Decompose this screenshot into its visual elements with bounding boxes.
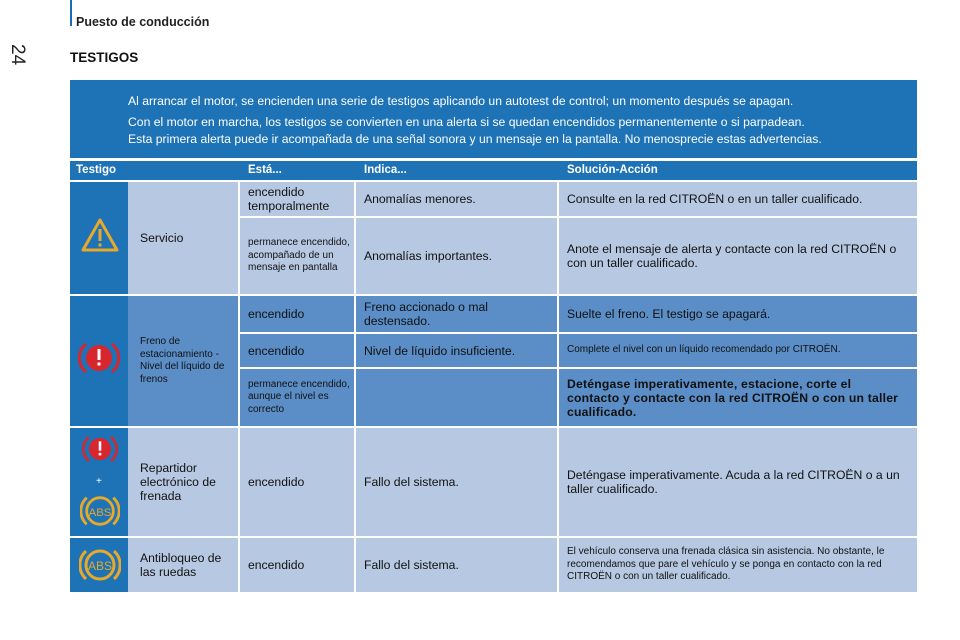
testigo-name: Servicio: [140, 231, 184, 245]
state-cell: encendido: [248, 343, 305, 358]
intro-paragraph-1: Al arrancar el motor, se encienden una serie de testigos aplicando un autotest de control; un momento después se apagan.: [128, 94, 794, 108]
group-freno-estacionamiento: [70, 296, 917, 426]
name-cell: [128, 538, 240, 592]
indicates-cell: Anomalías menores.: [364, 192, 476, 206]
abs-icon: [80, 492, 120, 530]
solution-cell: Suelte el freno. El testigo se apagará.: [567, 307, 771, 321]
testigo-name: Freno de estacionamiento - Nivel del líquido de frenos: [140, 336, 225, 385]
intro-box: [70, 80, 917, 158]
warning-triangle-icon: [80, 217, 120, 253]
table-header: [70, 161, 917, 180]
group-antibloqueo: [70, 538, 917, 592]
abs-label: ABS: [87, 559, 113, 573]
solution-cell: Deténgase imperativamente, estacione, corte el contacto y contacte con la red CITROËN o con un taller cualificado.: [567, 376, 899, 419]
icon-cell: [70, 538, 128, 592]
icon-cell: [70, 428, 128, 536]
indicates-cell: Fallo del sistema.: [364, 475, 459, 489]
group-servicio: [70, 182, 917, 294]
brake-warning-icon: [82, 432, 118, 466]
intro-paragraph-2: Con el motor en marcha, los testigos se convierten en una alerta si se quedan encendidos permanentemente o si parpadean.: [128, 115, 805, 129]
section-title: Puesto de conducción: [76, 15, 210, 29]
indicates-cell: Freno accionado o mal destensado.: [364, 300, 488, 328]
solution-cell: El vehículo conserva una frenada clásica sin asistencia. No obstante, le recomendamos que pare el vehículo y se ponga en contacto con la red CITROËN o con un taller cualificado.: [567, 546, 885, 583]
intro-paragraph-3: Esta primera alerta puede ir acompañada de una señal sonora y un mensaje en la pantalla. No menosprecie estas advertencias.: [128, 132, 822, 146]
state-cell: encendido: [248, 475, 305, 489]
testigo-name: Antibloqueo de las ruedas: [140, 551, 222, 579]
header-indica: Indica...: [364, 164, 407, 176]
header-esta: Está...: [248, 164, 282, 176]
section-marker-line: [70, 0, 72, 26]
group-repartidor-frenada: [70, 428, 917, 536]
abs-label: ABS: [88, 506, 112, 519]
state-cell: permanece encendido, aunque el nivel es correcto: [248, 378, 350, 415]
state-cell: encendido: [248, 307, 305, 321]
abs-icon: [79, 545, 121, 585]
testigo-name: Repartidor electrónico de frenada: [140, 461, 216, 503]
indicates-cell: [364, 369, 554, 426]
name-cell: [128, 296, 240, 426]
name-cell: [128, 182, 240, 294]
page-title: TESTIGOS: [70, 50, 139, 65]
icon-cell: [70, 296, 128, 426]
solution-cell: Anote el mensaje de alerta y contacte con la red CITROËN o con un taller cualificado.: [567, 242, 897, 270]
state-cell: permanece encendido, acompañado de un mensaje en pantalla: [248, 237, 350, 274]
solution-cell: Deténgase imperativamente. Acuda a la red CITROËN o a un taller cualificado.: [567, 468, 900, 496]
solution-cell: Complete el nivel con un líquido recomendado por CITROËN.: [567, 344, 841, 356]
page-number: 24: [7, 44, 28, 66]
indicates-cell: Nivel de líquido insuficiente.: [364, 343, 516, 358]
state-cell: encendido temporalmente: [248, 185, 330, 213]
name-cell: [128, 428, 240, 536]
indicates-cell: Fallo del sistema.: [364, 558, 459, 572]
icon-cell: [70, 182, 128, 294]
header-testigo: Testigo: [76, 164, 117, 176]
header-solucion: Solución-Acción: [567, 164, 658, 176]
state-cell: encendido: [248, 558, 305, 572]
plus-sign: +: [96, 476, 102, 487]
indicates-cell: Anomalías importantes.: [364, 249, 493, 263]
brake-warning-icon: [78, 338, 120, 378]
solution-cell: Consulte en la red CITROËN o en un taller cualificado.: [567, 192, 863, 206]
